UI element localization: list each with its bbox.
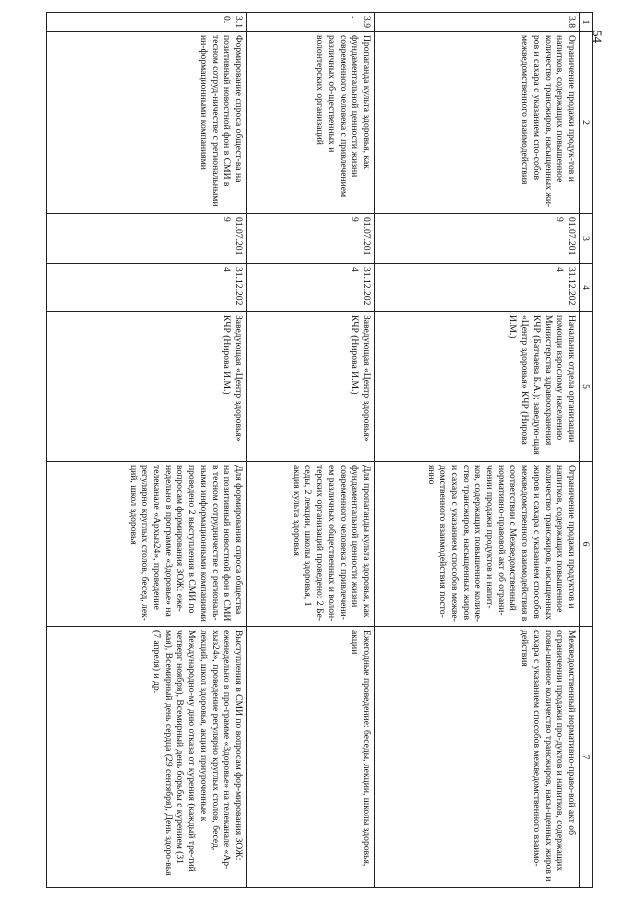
column-header: 1 <box>580 13 593 32</box>
measures-table <box>46 12 593 888</box>
result-cell: Межведомственный нормативно-право-вой акт об ограничении продажи про-дуктов и напитков, содержащих повы-шенное количество трансжиров, насы-щенных жиров и сахара с указанием способов межведомственного взаимо-действия <box>375 627 580 888</box>
table-row <box>247 13 375 888</box>
column-header: 2 <box>580 32 593 214</box>
row-number: 3.10. <box>47 13 247 32</box>
start-date-cell: 01.07.2019 <box>47 214 247 264</box>
column-header: 4 <box>580 264 593 312</box>
responsible-cell: Заведующая «Центр здоровья» КЧР (Нирова И.М.) <box>247 312 375 462</box>
rotated-table-wrapper <box>48 12 593 887</box>
result-cell: Ежегодные проведение: беседы, лекции, школы здоровья, акции <box>247 627 375 888</box>
header-row <box>580 13 593 888</box>
characteristic-cell: Для пропаганды культа здоровья, как фундаментальной ценности жизни современного человека с привлечени-ем различных общественных и волон-терских организаций проведено: 2 Бе-седы, 2 лекции, школы здоровья, 1 акция культа здоровья <box>247 462 375 627</box>
row-number: 3.8 <box>375 13 580 32</box>
end-date-cell: 31.12.2024 <box>47 264 247 312</box>
start-date-cell: 01.07.2019 <box>247 214 375 264</box>
page-number: 54 <box>590 30 605 43</box>
column-header: 6 <box>580 462 593 627</box>
column-header: 3 <box>580 214 593 264</box>
end-date-cell: 31.12.2024 <box>375 264 580 312</box>
table-row <box>375 13 580 888</box>
measure-cell: Пропаганда культа здоровья, как фундаментальной ценности жизни современного человека с привлечением различных об-щественных и волонтерских организаций <box>247 32 375 214</box>
start-date-cell: 01.07.2019 <box>375 214 580 264</box>
characteristic-cell: Для формирования спроса общества на позитивный новостной фон в СМИ в тесном сотрудничестве с региональ-ными информационными компаниями проведено 2 выступления в СМИ по вопросам формирования ЗОЖ: еже-недельно в программе «Здоровье» на телеканале «Архыз24», проведение регулярно круглых столов, бесед, лек-ций, школ здоровья <box>47 462 247 627</box>
table-row <box>47 13 247 888</box>
column-header: 7 <box>580 627 593 888</box>
end-date-cell: 31.12.2024 <box>247 264 375 312</box>
result-cell: Выступления в СМИ по вопросам фор-мирования ЗОЖ: еженедельно в про-грамме «Здоровье» на телеканале «Ар-хыз24», проведение регулярно круглых столов, бесед, лекций, школ здоровья, акции приуроченные к Международно-му дню отказа от курения (каждый тре-тий четверг ноября), Всемирный день борьбы с курением (31 мая), Всемирный день сердца (29 сентября), День здоро-вья (7 апреля) и др. <box>47 627 247 888</box>
column-header: 5 <box>580 312 593 462</box>
characteristic-cell: Ограничение продажи продуктов и напитков, содержащих повышенное количество трансжиров, насыщенных жиров и сахара с указанием способов межведомственного взаимодействия в соответствии с Межведомственный нормативно-правовой акт об ограни-чении продажи продуктов и напит-ков, содержащих повышенное количе-ство трансжиров, насыщенных жиров и сахара с указанием способов межве-домственного взаимодействия посто-янно <box>375 462 580 627</box>
measure-cell: Формирование спроса общест-ва на позитивный новостной фон в СМИ в тесном сотруд-ничестве с региональными ин-формационными компаниями <box>47 32 247 214</box>
responsible-cell: Заведующая «Центр здоровья» КЧР (Нирова И.М.) <box>47 312 247 462</box>
row-number: 3.9. <box>247 13 375 32</box>
responsible-cell: Начальник отдела организации помощи взрослому населению Министерства здравоохранения КЧР (Батчаева Б.А.); заведую-щая «Центр здоровья» КЧР (Нирова И.М.) <box>375 312 580 462</box>
measure-cell: Ограничение продажи продук-тов и напитков, содержащих повышенное количество трансжиров, насыщенных жи-ров и сахара с указанием спо-собов межведомственного взаимодействия <box>375 32 580 214</box>
